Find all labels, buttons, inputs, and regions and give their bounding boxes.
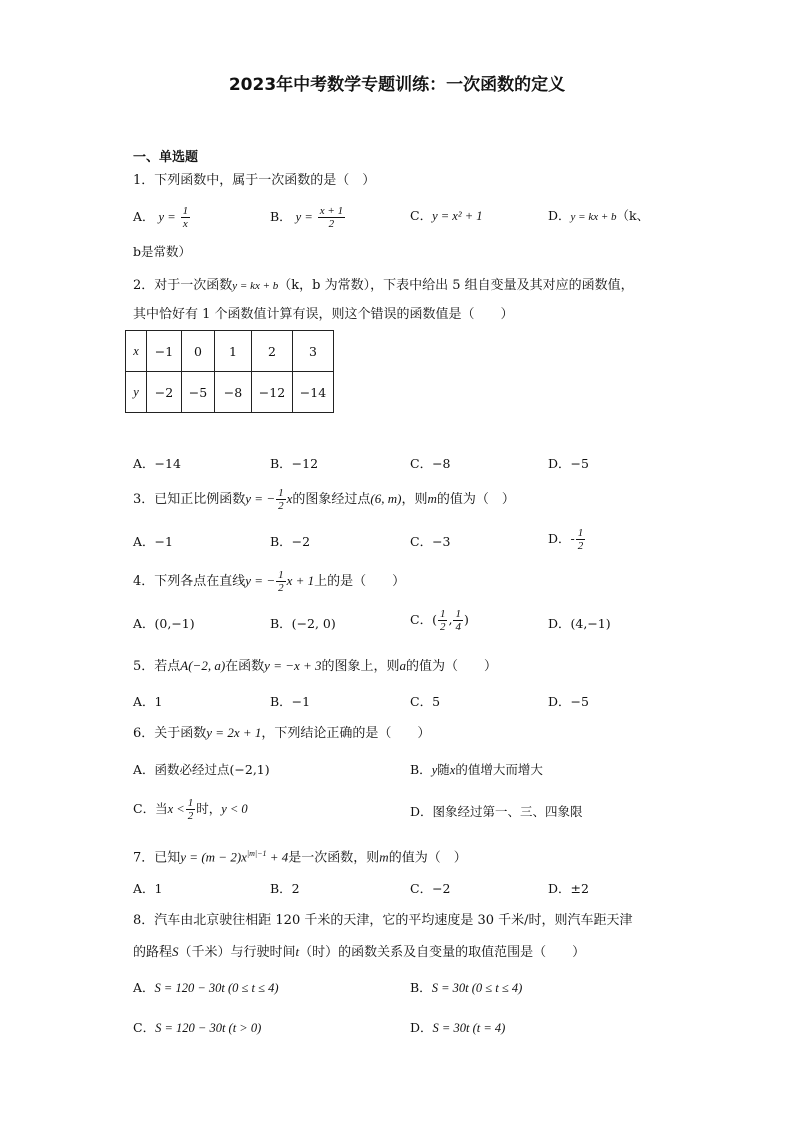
q1-option-d-continued: b是常数） — [133, 244, 192, 259]
q4-option-a[interactable]: A．(0,−1) — [133, 616, 195, 631]
fraction: $\frac{1}{x}$ — [182, 205, 189, 230]
q5-stem: 5．若点A(−2, a)在函数y = −x + 3的图象上，则a的值为（ ） — [133, 658, 498, 674]
q5-option-d[interactable]: D．−5 — [548, 694, 589, 709]
table-cell: −14 — [293, 372, 334, 413]
table-cell: −5 — [182, 372, 215, 413]
table-cell: 1 — [215, 331, 252, 372]
q6-option-d[interactable]: D．图象经过第一、三、四象限 — [410, 804, 583, 819]
q6-option-b[interactable]: B．y随x的值增大而增大 — [410, 762, 543, 777]
q5-option-b[interactable]: B．−1 — [270, 694, 311, 709]
q2-stem-line1: 2．对于一次函数y = kx + b（k，b 为常数），下表中给出 5 组自变量及其对应的函数值， — [133, 278, 634, 293]
q1-stem: 1．下列函数中，属于一次函数的是（ ） — [133, 173, 376, 188]
page-title: 2023年中考数学专题训练：一次函数的定义 — [228, 75, 566, 95]
q3-option-a[interactable]: A．−1 — [133, 534, 173, 549]
q8-stem-line1: 8．汽车由北京驶往相距 120 千米的天津，它的平均速度是 30 千米/时，则汽车距天津 — [133, 913, 633, 928]
q8-option-c[interactable]: C．S = 120 − 30t (t > 0) — [133, 1020, 262, 1035]
q1-option-c[interactable] — [410, 207, 483, 225]
q6-option-c[interactable]: C．当x < $\frac{1}{2}$ 时，y < 0 — [133, 797, 248, 822]
table-row — [126, 331, 334, 372]
q5-option-a[interactable]: A．1 — [133, 694, 163, 709]
table-cell: −1 — [147, 331, 182, 372]
q4-option-d[interactable]: D．(4,−1) — [548, 616, 611, 631]
table-row — [126, 372, 334, 413]
table-header-y: y — [126, 372, 147, 413]
q8-stem-line2: 的路程S（千米）与行驶时间t（时）的函数关系及自变量的取值范围是（ ） — [133, 944, 586, 960]
q6-stem: 6．关于函数y = 2x + 1，下列结论正确的是（ ） — [133, 725, 431, 741]
q7-option-d[interactable]: D．±2 — [548, 881, 589, 896]
q7-stem: 7．已知$y = (m - 2)x^{|m|-1} + 4$是一次函数，则m的值为（ ） — [133, 849, 467, 866]
option-math: y = kx + b — [570, 211, 617, 223]
q1-option-d[interactable] — [548, 207, 649, 226]
q4-option-c[interactable]: C．( $\frac{1}{2}$ , $\frac{1}{4}$ ) — [410, 608, 469, 633]
q3-option-b[interactable]: B．−2 — [270, 534, 311, 549]
q4-option-b[interactable]: B．(−2, 0) — [270, 616, 336, 631]
table-header-x: x — [126, 331, 147, 372]
q2-value-table — [125, 330, 334, 413]
table-cell: −12 — [252, 372, 293, 413]
q1-option-a[interactable] — [133, 205, 191, 230]
fraction: $\frac{x + 1}{2}$ — [319, 205, 344, 230]
table-cell: 2 — [252, 331, 293, 372]
q3-option-c[interactable]: C．−3 — [410, 534, 451, 549]
q8-option-d[interactable]: D．S = 30t (t = 4) — [410, 1020, 506, 1035]
table-cell: 0 — [182, 331, 215, 372]
q7-option-a[interactable]: A．1 — [133, 881, 163, 896]
q5-option-c[interactable]: C．5 — [410, 694, 441, 709]
table-cell: −2 — [147, 372, 182, 413]
option-math: y = — [158, 210, 176, 224]
q4-stem: 4．下列各点在直线y = − $\frac{1}{2}$ x + 1上的是（ ） — [133, 569, 406, 594]
option-label: B． — [270, 209, 292, 224]
option-math: y = — [295, 210, 313, 224]
q8-option-b[interactable]: B．S = 30t (0 ≤ t ≤ 4) — [410, 980, 523, 995]
section-heading: 一、单选题 — [133, 150, 199, 165]
table-cell: 3 — [293, 331, 334, 372]
q7-option-c[interactable]: C．−2 — [410, 881, 451, 896]
q2-option-d[interactable]: D．−5 — [548, 456, 589, 471]
q7-option-b[interactable]: B．2 — [270, 881, 300, 896]
option-label: D． — [548, 208, 571, 223]
q3-stem: 3．已知正比例函数y = − $\frac{1}{2}$ x的图象经过点(6, m)，则m的值为（ ） — [133, 487, 515, 512]
option-label: C． — [410, 208, 433, 223]
table-cell: −8 — [215, 372, 252, 413]
q3-option-d[interactable]: D．- $\frac{1}{2}$ — [548, 527, 584, 552]
q6-option-a[interactable]: A．函数必经过点(−2,1) — [133, 762, 270, 777]
q2-stem-line2: 其中恰好有 1 个函数值计算有误，则这个错误的函数值是（ ） — [133, 307, 514, 322]
q8-option-a[interactable]: A．S = 120 − 30t (0 ≤ t ≤ 4) — [133, 980, 279, 995]
option-text: （k、 — [616, 208, 650, 223]
q2-option-b[interactable]: B．−12 — [270, 456, 319, 471]
option-math: y = x² + 1 — [432, 209, 483, 223]
option-label: A． — [133, 209, 155, 224]
q2-option-c[interactable]: C．−8 — [410, 456, 451, 471]
q1-option-b[interactable] — [270, 205, 346, 230]
q2-option-a[interactable]: A．−14 — [133, 456, 181, 471]
